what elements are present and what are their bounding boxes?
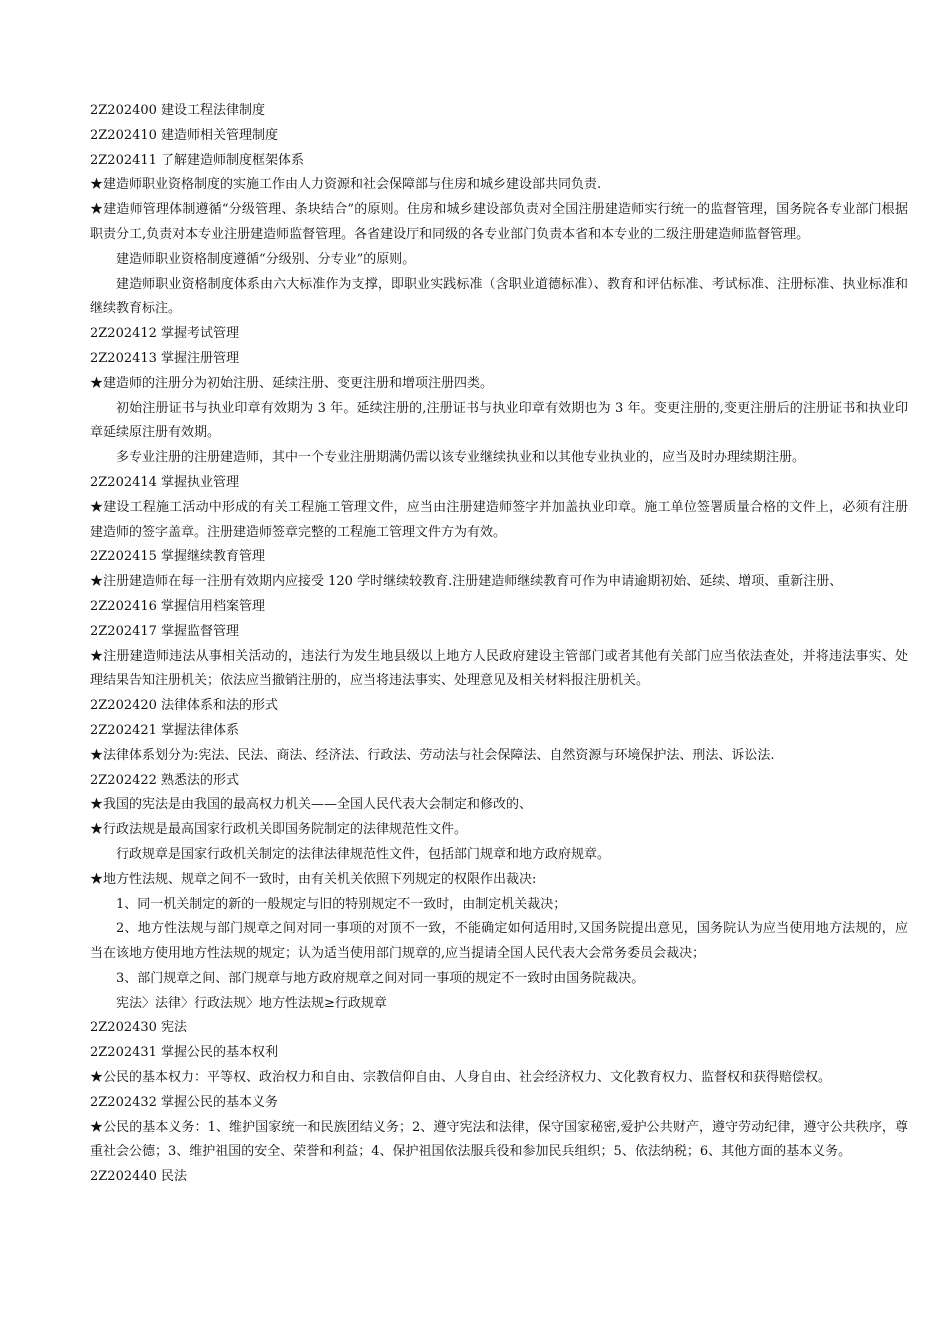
section-heading: 2Z202400 建设工程法律制度 (90, 103, 266, 118)
section-heading: 2Z202416 掌握信用档案管理 (90, 598, 266, 614)
key-point-paragraph: ★建造师职业资格制度的实施工作由人力资源和社会保障部与住房和城乡建设部共同负责. (90, 177, 602, 193)
key-point-paragraph: ★注册建造师在每一注册有效期内应接受 120 学时继续较教育.注册建造师继续教育可作为申请逾期初始、延续、增项、重新注册、 (90, 574, 843, 590)
body-paragraph: 建造师职业资格制度体系由六大标准作为支撑，即职业实践标准（含职业道德标准）、教育和评估标准、考试标准、注册标准、执业标准和继续教育标注。 (90, 276, 908, 317)
section-heading: 2Z202421 掌握法律体系 (90, 722, 240, 738)
section-heading: 2Z202414 掌握执业管理 (90, 474, 240, 490)
section-heading: 2Z202415 掌握继续教育管理 (90, 549, 266, 565)
body-paragraph: 多专业注册的注册建造师，其中一个专业注册期满仍需以该专业继续执业和以其他专业执业的，应当及时办理续期注册。 (116, 450, 806, 466)
key-point-paragraph: ★行政法规是最高国家行政机关即国务院制定的法律规范性文件。 (90, 822, 468, 838)
key-point-paragraph: ★地方性法规、规章之间不一致时，由有关机关依照下列规定的权限作出裁决: (90, 871, 537, 887)
section-heading: 2Z202412 掌握考试管理 (90, 326, 240, 342)
key-point-paragraph: ★建造师管理体制遵循“分级管理、条块结合”的原则。住房和城乡建设部负责对全国注册建造师实行统一的监督管理，国务院各专业部门根据职责分工,负责对本专业注册建造师监督管理。各省建设厅和同级的各专业部门负责本省和本专业的二级注册建造师监督管理。 (90, 202, 908, 242)
body-paragraph: 行政规章是国家行政机关制定的法律法律规范性文件，包括部门规章和地方政府规章。 (116, 846, 611, 862)
body-paragraph: 3、部门规章之间、部门规章与地方政府规章之间对同一事项的规定不一致时由国务院裁决。 (116, 970, 645, 986)
section-heading: 2Z202432 掌握公民的基本义务 (90, 1094, 279, 1110)
key-point-paragraph: ★建设工程施工活动中形成的有关工程施工管理文件，应当由注册建造师签字并加盖执业印章。施工单位签署质量合格的文件上，必须有注册建造师的签字盖章。注册建造师签章完整的工程施工管理文件方为有效。 (90, 499, 908, 540)
section-heading: 2Z202410 建造师相关管理制度 (90, 127, 279, 143)
section-heading: 2Z202431 掌握公民的基本权利 (90, 1045, 279, 1061)
key-point-paragraph: ★法律体系划分为:宪法、民法、商法、经济法、行政法、劳动法与社会保障法、自然资源与环境保护法、刑法、诉讼法. (90, 747, 775, 763)
body-paragraph: 建造师职业资格制度遵循“分级别、分专业”的原则。 (116, 251, 416, 267)
section-heading: 2Z202413 掌握注册管理 (90, 350, 240, 366)
key-point-paragraph: ★我国的宪法是由我国的最高权力机关——全国人民代表大会制定和修改的、 (90, 797, 533, 813)
key-point-paragraph: ★公民的基本权力：平等权、政治权力和自由、宗教信仰自由、人身自由、社会经济权力、文化教育权力、监督权和获得赔偿权。 (90, 1070, 832, 1086)
section-heading: 2Z202422 熟悉法的形式 (90, 772, 240, 788)
section-heading: 2Z202440 民法 (90, 1169, 188, 1185)
body-paragraph: 1、同一机关制定的新的一般规定与旧的特别规定不一致时，由制定机关裁决； (116, 896, 567, 912)
key-point-paragraph: ★建造师的注册分为初始注册、延续注册、变更注册和增项注册四类。 (90, 375, 494, 391)
key-point-paragraph: ★公民的基本义务：1、维护国家统一和民族团结义务；2、遵守宪法和法律，保守国家秘密,爱护公共财产，遵守劳动纪律，遵守公共秩序，尊重社会公德；3、维护祖国的安全、荣誉和利益；4、保护祖国依法服兵役和参加民兵组织；5、依法纳税；6、其他方面的基本义务。 (90, 1119, 908, 1160)
body-paragraph: 宪法〉法律〉行政法规〉地方性法规≥行政规章 (116, 995, 387, 1011)
section-heading: 2Z202430 宪法 (90, 1020, 188, 1036)
section-heading: 2Z202411 了解建造师制度框架体系 (90, 152, 305, 168)
key-point-paragraph: ★注册建造师违法从事相关活动的，违法行为发生地县级以上地方人民政府建设主管部门或者其他有关部门应当依法查处，并将违法事实、处理结果告知注册机关；依法应当撤销注册的，应当将违法事实、处理意见及相关材料报注册机关。 (90, 648, 908, 689)
section-heading: 2Z202420 法律体系和法的形式 (90, 698, 279, 714)
body-paragraph: 初始注册证书与执业印章有效期为 3 年。延续注册的,注册证书与执业印章有效期也为 3 年。变更注册的,变更注册后的注册证书和执业印章延续原注册有效期。 (90, 400, 908, 441)
document-body (90, 99, 908, 1190)
section-heading: 2Z202417 掌握监督管理 (90, 623, 240, 639)
body-paragraph: 2、地方性法规与部门规章之间对同一事项的对顶不一致，不能确定如何适用时,又国务院提出意见，国务院认为应当使用地方法规的，应当在该地方使用地方性法规的规定；认为适当使用部门规章的,应当提请全国人民代表大会常务委员会裁决； (90, 921, 908, 962)
